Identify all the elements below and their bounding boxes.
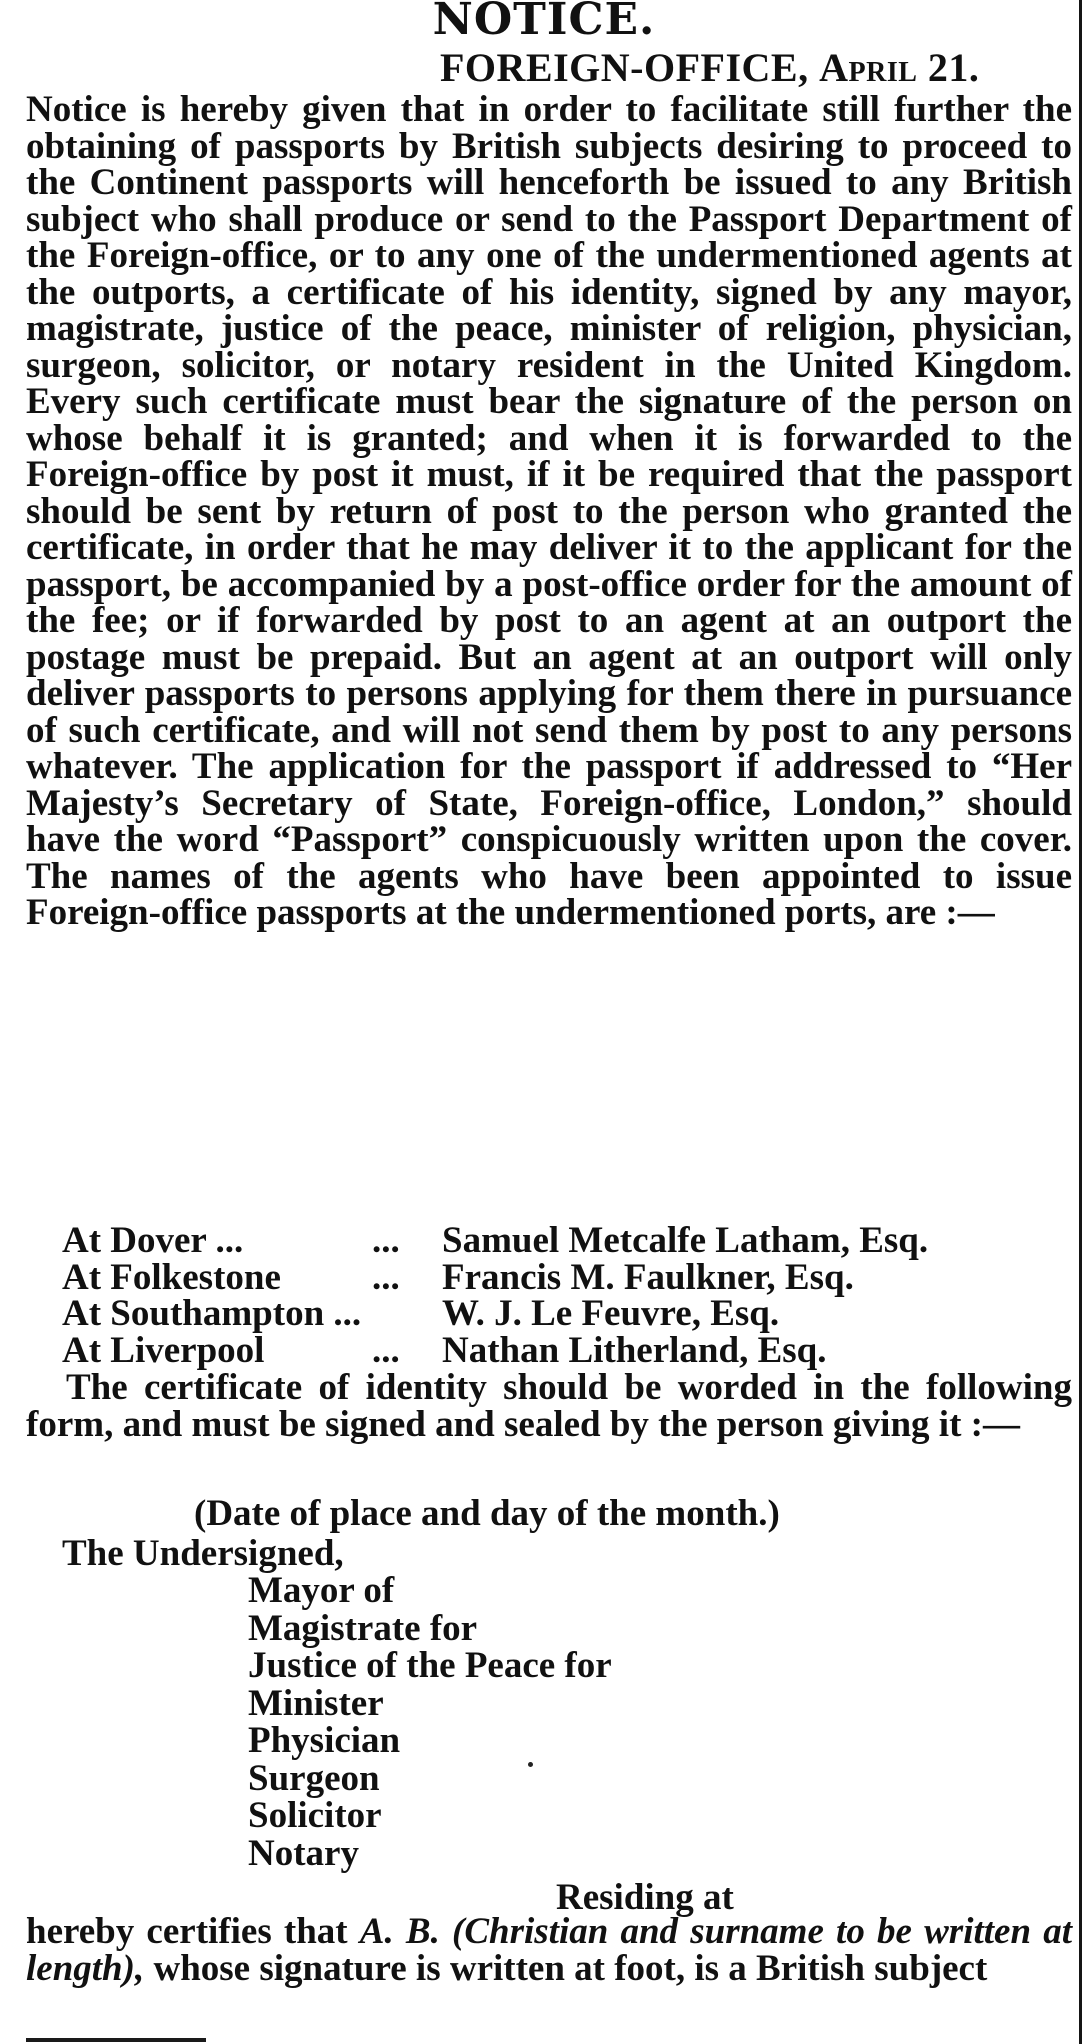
column-rule [1079,0,1082,2044]
ink-speck [528,1762,533,1767]
form-title-item: Solicitor [248,1795,382,1836]
agent-dots: ... [372,1220,400,1261]
certificate-intro [26,1367,1072,1445]
certification-italic: A. B. (Christian and surname to be written at length), [26,1911,1072,1989]
agent-row [62,1220,929,1261]
agent-name: Samuel Metcalfe Latham, Esq. [442,1220,929,1261]
certification-start: hereby certifies that [26,1911,360,1952]
form-undersigned: The Undersigned, [62,1533,344,1574]
form-titles-list [248,1572,612,1872]
form-title-item: Minister [248,1682,384,1724]
bottom-rule [26,2038,206,2042]
agent-row [62,1293,928,1334]
notice-body-paragraph [26,89,1072,933]
agent-place: At Dover ... [62,1220,244,1261]
dateline [440,44,979,91]
form-certification [26,1911,1072,1989]
agent-place: At Liverpool [62,1329,265,1371]
agent-place: At Folkestone [62,1256,281,1298]
agents-list [62,1220,929,1371]
agent-name: Francis M. Faulkner, Esq. [442,1256,854,1298]
form-title-item: Mayor of [248,1570,395,1611]
agent-row [62,1256,928,1298]
certificate-intro-text: The certificate of identity should be worded in the following form, and must be signed and sealed by the person giving it :— [26,1367,1072,1445]
dateline-office: FOREIGN-OFFICE, [440,45,809,90]
form-date-line: (Date of place and day of the month.) [194,1493,780,1534]
agent-dots: ... [372,1256,400,1298]
form-title-item: Surgeon [248,1757,380,1799]
agent-place: At Southampton ... [62,1293,362,1334]
agent-dots: ... [372,1329,400,1371]
form-title-item: Magistrate for [248,1607,478,1649]
certification-end: whose signature is written at foot, is a British subject [144,1947,988,1989]
dateline-date: April 21. [819,45,980,90]
form-residing: Residing at [556,1877,734,1918]
form-title-item: Physician [248,1720,401,1761]
agent-name: Nathan Litherland, Esq. [442,1329,827,1371]
agent-row [62,1329,928,1371]
agent-name: W. J. Le Feuvre, Esq. [442,1293,780,1334]
body-text: Notice is hereby given that in order to facilitate still further the obtaining of passports by British subjects desiring to proceed to the Continent passports will henceforth be issued to any British subject who shall produce or send to the Passport Department of the Foreign-office, or to any one of the undermentioned agents at the outports, a certificate of his identity, signed by any mayor, magistrate, justice of the peace, minister of religion, physician, surgeon, solicitor, or notary resident in the United Kingdom. Every such certificate must bear the signature of the person on whose behalf it is granted; and when it is forwarded to the Foreign-office by post it must, if it be required that the passport should be sent by return of post to the person who granted the certificate, in order that he may deliver it to the applicant for the passport, be accompanied by a post-office order for the amount of the fee; or if forwarded by post to an agent at an outport the postage must be prepaid. But an agent at an outport will only deliver passports to persons applying for them there in pursuance of such certificate, and will not send them by post to any persons whatever. The application for the passport if addressed to “Her Majesty’s Secretary of State, Foreign-office, London,” should have the word “Passport” conspicuously written upon the cover. The names of the agents who have been appointed to issue Foreign-office passports at the undermentioned ports, are :— [26,89,1072,933]
form-title-item: Justice of the Peace for [248,1645,612,1686]
notice-heading: NOTICE. [432,0,656,45]
form-title-item: Notary [248,1832,359,1874]
